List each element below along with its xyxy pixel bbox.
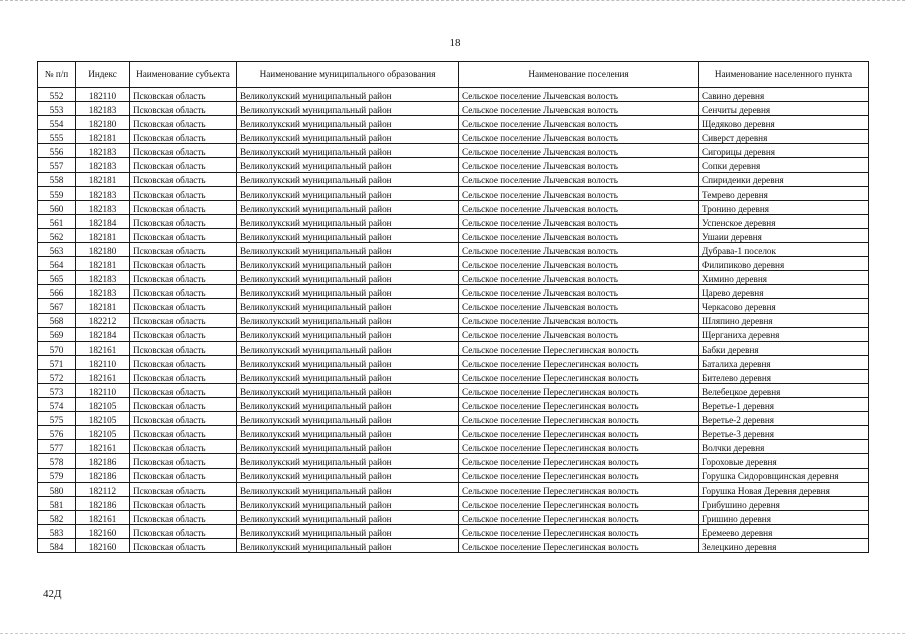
postal-index: 182183 xyxy=(76,158,130,172)
table-row xyxy=(38,158,869,172)
municipality-name: Великолукский муниципальный район xyxy=(237,243,459,257)
locality-name: Щедяково деревня xyxy=(699,116,869,130)
settlement-name: Сельское поселение Лычевская волость xyxy=(459,200,699,214)
postal-index: 182180 xyxy=(76,243,130,257)
municipality-name: Великолукский муниципальный район xyxy=(237,355,459,369)
settlement-name: Сельское поселение Переслегинская волость xyxy=(459,369,699,383)
header-index: Индекс xyxy=(76,62,130,88)
subject-name: Псковская область xyxy=(130,440,237,454)
header-num: № п/п xyxy=(38,62,76,88)
row-number: 576 xyxy=(38,426,76,440)
postal-index: 182181 xyxy=(76,130,130,144)
table-row xyxy=(38,454,869,468)
locality-name: Грибушино деревня xyxy=(699,496,869,510)
locality-name: Спиридеики деревня xyxy=(699,172,869,186)
table-row xyxy=(38,285,869,299)
municipality-name: Великолукский муниципальный район xyxy=(237,341,459,355)
locality-name: Волчки деревня xyxy=(699,440,869,454)
settlement-name: Сельское поселение Лычевская волость xyxy=(459,102,699,116)
locality-name: Савино деревня xyxy=(699,88,869,102)
postal-index: 182183 xyxy=(76,102,130,116)
header-locality: Наименование населенного пункта xyxy=(699,62,869,88)
municipality-name: Великолукский муниципальный район xyxy=(237,200,459,214)
table-row xyxy=(38,412,869,426)
municipality-name: Великолукский муниципальный район xyxy=(237,214,459,228)
row-number: 569 xyxy=(38,327,76,341)
subject-name: Псковская область xyxy=(130,214,237,228)
subject-name: Псковская область xyxy=(130,313,237,327)
subject-name: Псковская область xyxy=(130,412,237,426)
table-header-row xyxy=(38,62,869,88)
locality-name: Сенчиты деревня xyxy=(699,102,869,116)
subject-name: Псковская область xyxy=(130,496,237,510)
table-row xyxy=(38,299,869,313)
locality-name: Горушка Сидоровщинская деревня xyxy=(699,468,869,482)
municipality-name: Великолукский муниципальный район xyxy=(237,412,459,426)
row-number: 560 xyxy=(38,200,76,214)
subject-name: Псковская область xyxy=(130,355,237,369)
postal-index: 182105 xyxy=(76,398,130,412)
postal-index: 182183 xyxy=(76,285,130,299)
subject-name: Псковская область xyxy=(130,482,237,496)
row-number: 562 xyxy=(38,228,76,242)
subject-name: Псковская область xyxy=(130,144,237,158)
settlement-name: Сельское поселение Переслегинская волость xyxy=(459,383,699,397)
locality-name: Бителево деревня xyxy=(699,369,869,383)
table-row xyxy=(38,116,869,130)
settlement-name: Сельское поселение Лычевская волость xyxy=(459,88,699,102)
row-number: 575 xyxy=(38,412,76,426)
table-row xyxy=(38,271,869,285)
postal-index: 182112 xyxy=(76,482,130,496)
settlement-name: Сельское поселение Лычевская волость xyxy=(459,172,699,186)
settlement-name: Сельское поселение Переслегинская волость xyxy=(459,454,699,468)
municipality-name: Великолукский муниципальный район xyxy=(237,440,459,454)
postal-index: 182181 xyxy=(76,299,130,313)
locality-name: Сопки деревня xyxy=(699,158,869,172)
subject-name: Псковская область xyxy=(130,88,237,102)
table-row xyxy=(38,214,869,228)
settlement-name: Сельское поселение Лычевская волость xyxy=(459,327,699,341)
postal-index: 182183 xyxy=(76,186,130,200)
settlement-name: Сельское поселение Переслегинская волость xyxy=(459,355,699,369)
locality-name: Дубрава-1 поселок xyxy=(699,243,869,257)
row-number: 579 xyxy=(38,468,76,482)
table-row xyxy=(38,482,869,496)
subject-name: Псковская область xyxy=(130,524,237,538)
row-number: 557 xyxy=(38,158,76,172)
table-row xyxy=(38,355,869,369)
subject-name: Псковская область xyxy=(130,228,237,242)
postal-index: 182105 xyxy=(76,426,130,440)
row-number: 574 xyxy=(38,398,76,412)
page-number: 18 xyxy=(449,37,461,49)
table-row xyxy=(38,172,869,186)
settlement-name: Сельское поселение Лычевская волость xyxy=(459,257,699,271)
subject-name: Псковская область xyxy=(130,102,237,116)
table-body xyxy=(38,88,869,553)
row-number: 556 xyxy=(38,144,76,158)
table-row xyxy=(38,496,869,510)
table-row xyxy=(38,398,869,412)
municipality-name: Великолукский муниципальный район xyxy=(237,496,459,510)
postal-index: 182110 xyxy=(76,355,130,369)
locality-name: Успенское деревня xyxy=(699,214,869,228)
row-number: 561 xyxy=(38,214,76,228)
settlement-name: Сельское поселение Переслегинская волость xyxy=(459,440,699,454)
table-row xyxy=(38,200,869,214)
subject-name: Псковская область xyxy=(130,454,237,468)
row-number: 563 xyxy=(38,243,76,257)
municipality-name: Великолукский муниципальный район xyxy=(237,88,459,102)
locality-name: Баталиха деревня xyxy=(699,355,869,369)
subject-name: Псковская область xyxy=(130,116,237,130)
row-number: 580 xyxy=(38,482,76,496)
row-number: 577 xyxy=(38,440,76,454)
subject-name: Псковская область xyxy=(130,341,237,355)
table-row xyxy=(38,524,869,538)
postal-index: 182212 xyxy=(76,313,130,327)
municipality-name: Великолукский муниципальный район xyxy=(237,327,459,341)
settlement-name: Сельское поселение Переслегинская волость xyxy=(459,510,699,524)
row-number: 554 xyxy=(38,116,76,130)
postal-index: 182161 xyxy=(76,341,130,355)
municipality-name: Великолукский муниципальный район xyxy=(237,130,459,144)
postal-index: 182180 xyxy=(76,116,130,130)
row-number: 584 xyxy=(38,539,76,553)
table-row xyxy=(38,313,869,327)
subject-name: Псковская область xyxy=(130,299,237,313)
municipality-name: Великолукский муниципальный район xyxy=(237,313,459,327)
subject-name: Псковская область xyxy=(130,398,237,412)
header-municipality: Наименование муниципального образования xyxy=(237,62,459,88)
postal-index: 182160 xyxy=(76,524,130,538)
municipality-name: Великолукский муниципальный район xyxy=(237,369,459,383)
locality-name: Сигорицы деревня xyxy=(699,144,869,158)
header-settlement: Наименование поселения xyxy=(459,62,699,88)
table-row xyxy=(38,88,869,102)
subject-name: Псковская область xyxy=(130,468,237,482)
locality-name: Тронино деревня xyxy=(699,200,869,214)
locality-name: Сиверст деревня xyxy=(699,130,869,144)
locality-name: Веретье-3 деревня xyxy=(699,426,869,440)
municipality-name: Великолукский муниципальный район xyxy=(237,454,459,468)
locality-name: Ушаии деревня xyxy=(699,228,869,242)
settlement-name: Сельское поселение Переслегинская волость xyxy=(459,468,699,482)
subject-name: Псковская область xyxy=(130,172,237,186)
subject-name: Псковская область xyxy=(130,271,237,285)
postal-index: 182161 xyxy=(76,369,130,383)
scan-edge-bottom xyxy=(0,633,905,640)
postal-index: 182110 xyxy=(76,383,130,397)
locality-name: Веретье-1 деревня xyxy=(699,398,869,412)
row-number: 570 xyxy=(38,341,76,355)
locality-name: Гороховые деревня xyxy=(699,454,869,468)
settlement-name: Сельское поселение Переслегинская волость xyxy=(459,482,699,496)
postal-index: 182181 xyxy=(76,172,130,186)
settlement-name: Сельское поселение Лычевская волость xyxy=(459,116,699,130)
settlement-name: Сельское поселение Переслегинская волость xyxy=(459,539,699,553)
table-row xyxy=(38,186,869,200)
postal-index: 182186 xyxy=(76,468,130,482)
postal-index: 182181 xyxy=(76,228,130,242)
table-row xyxy=(38,369,869,383)
settlement-name: Сельское поселение Переслегинская волость xyxy=(459,412,699,426)
settlement-name: Сельское поселение Лычевская волость xyxy=(459,243,699,257)
row-number: 578 xyxy=(38,454,76,468)
municipality-name: Великолукский муниципальный район xyxy=(237,116,459,130)
locality-name: Царево деревня xyxy=(699,285,869,299)
locality-name: Химино деревня xyxy=(699,271,869,285)
municipality-name: Великолукский муниципальный район xyxy=(237,426,459,440)
settlement-name: Сельское поселение Переслегинская волость xyxy=(459,496,699,510)
municipality-name: Великолукский муниципальный район xyxy=(237,172,459,186)
header-subject: Наименование субъекта xyxy=(130,62,237,88)
municipality-name: Великолукский муниципальный район xyxy=(237,539,459,553)
scan-edge-top xyxy=(0,0,905,7)
postal-index: 182110 xyxy=(76,88,130,102)
locality-name: Гришино деревня xyxy=(699,510,869,524)
row-number: 581 xyxy=(38,496,76,510)
municipality-name: Великолукский муниципальный район xyxy=(237,144,459,158)
footer-code: 42Д xyxy=(43,588,62,600)
postal-index: 182186 xyxy=(76,496,130,510)
municipality-name: Великолукский муниципальный район xyxy=(237,398,459,412)
postal-index: 182184 xyxy=(76,214,130,228)
settlement-name: Сельское поселение Лычевская волость xyxy=(459,158,699,172)
table-row xyxy=(38,102,869,116)
settlements-table xyxy=(37,61,869,553)
postal-index: 182183 xyxy=(76,271,130,285)
row-number: 582 xyxy=(38,510,76,524)
table-row xyxy=(38,257,869,271)
table-row xyxy=(38,426,869,440)
postal-index: 182183 xyxy=(76,144,130,158)
municipality-name: Великолукский муниципальный район xyxy=(237,285,459,299)
table-row xyxy=(38,130,869,144)
row-number: 571 xyxy=(38,355,76,369)
postal-index: 182160 xyxy=(76,539,130,553)
table-row xyxy=(38,341,869,355)
subject-name: Псковская область xyxy=(130,130,237,144)
subject-name: Псковская область xyxy=(130,539,237,553)
locality-name: Шляпино деревня xyxy=(699,313,869,327)
municipality-name: Великолукский муниципальный район xyxy=(237,510,459,524)
subject-name: Псковская область xyxy=(130,285,237,299)
settlement-name: Сельское поселение Переслегинская волость xyxy=(459,426,699,440)
row-number: 559 xyxy=(38,186,76,200)
subject-name: Псковская область xyxy=(130,327,237,341)
postal-index: 182161 xyxy=(76,510,130,524)
settlement-name: Сельское поселение Лычевская волость xyxy=(459,144,699,158)
locality-name: Темрево деревня xyxy=(699,186,869,200)
table-row xyxy=(38,243,869,257)
municipality-name: Великолукский муниципальный район xyxy=(237,468,459,482)
settlement-name: Сельское поселение Переслегинская волость xyxy=(459,398,699,412)
settlement-name: Сельское поселение Лычевская волость xyxy=(459,214,699,228)
table-row xyxy=(38,440,869,454)
subject-name: Псковская область xyxy=(130,510,237,524)
locality-name: Щерганиха деревня xyxy=(699,327,869,341)
table-row xyxy=(38,144,869,158)
municipality-name: Великолукский муниципальный район xyxy=(237,271,459,285)
row-number: 558 xyxy=(38,172,76,186)
subject-name: Псковская область xyxy=(130,158,237,172)
table-row xyxy=(38,539,869,553)
row-number: 564 xyxy=(38,257,76,271)
locality-name: Филипиково деревня xyxy=(699,257,869,271)
postal-index: 182161 xyxy=(76,440,130,454)
postal-index: 182181 xyxy=(76,257,130,271)
postal-index: 182183 xyxy=(76,200,130,214)
locality-name: Зелецкино деревня xyxy=(699,539,869,553)
municipality-name: Великолукский муниципальный район xyxy=(237,482,459,496)
municipality-name: Великолукский муниципальный район xyxy=(237,257,459,271)
row-number: 553 xyxy=(38,102,76,116)
subject-name: Псковская область xyxy=(130,383,237,397)
settlement-name: Сельское поселение Лычевская волость xyxy=(459,186,699,200)
settlement-name: Сельское поселение Лычевская волость xyxy=(459,130,699,144)
subject-name: Псковская область xyxy=(130,426,237,440)
subject-name: Псковская область xyxy=(130,257,237,271)
table-row xyxy=(38,468,869,482)
settlement-name: Сельское поселение Лычевская волость xyxy=(459,299,699,313)
postal-index: 182186 xyxy=(76,454,130,468)
row-number: 555 xyxy=(38,130,76,144)
municipality-name: Великолукский муниципальный район xyxy=(237,228,459,242)
settlement-name: Сельское поселение Переслегинская волость xyxy=(459,341,699,355)
settlement-name: Сельское поселение Лычевская волость xyxy=(459,285,699,299)
locality-name: Горушка Новая Деревня деревня xyxy=(699,482,869,496)
row-number: 566 xyxy=(38,285,76,299)
municipality-name: Великолукский муниципальный район xyxy=(237,524,459,538)
table-row xyxy=(38,228,869,242)
municipality-name: Великолукский муниципальный район xyxy=(237,186,459,200)
locality-name: Черкасово деревня xyxy=(699,299,869,313)
locality-name: Еремеево деревня xyxy=(699,524,869,538)
municipality-name: Великолукский муниципальный район xyxy=(237,158,459,172)
row-number: 573 xyxy=(38,383,76,397)
municipality-name: Великолукский муниципальный район xyxy=(237,383,459,397)
locality-name: Бабки деревня xyxy=(699,341,869,355)
row-number: 572 xyxy=(38,369,76,383)
row-number: 583 xyxy=(38,524,76,538)
table-row xyxy=(38,510,869,524)
locality-name: Веретье-2 деревня xyxy=(699,412,869,426)
settlement-name: Сельское поселение Лычевская волость xyxy=(459,228,699,242)
subject-name: Псковская область xyxy=(130,243,237,257)
subject-name: Псковская область xyxy=(130,369,237,383)
municipality-name: Великолукский муниципальный район xyxy=(237,299,459,313)
settlement-name: Сельское поселение Переслегинская волость xyxy=(459,524,699,538)
table-row xyxy=(38,383,869,397)
settlement-name: Сельское поселение Лычевская волость xyxy=(459,313,699,327)
table-row xyxy=(38,327,869,341)
row-number: 567 xyxy=(38,299,76,313)
row-number: 568 xyxy=(38,313,76,327)
row-number: 552 xyxy=(38,88,76,102)
subject-name: Псковская область xyxy=(130,186,237,200)
subject-name: Псковская область xyxy=(130,200,237,214)
row-number: 565 xyxy=(38,271,76,285)
postal-index: 182184 xyxy=(76,327,130,341)
locality-name: Велебецкое деревня xyxy=(699,383,869,397)
postal-index: 182105 xyxy=(76,412,130,426)
settlement-name: Сельское поселение Лычевская волость xyxy=(459,271,699,285)
municipality-name: Великолукский муниципальный район xyxy=(237,102,459,116)
